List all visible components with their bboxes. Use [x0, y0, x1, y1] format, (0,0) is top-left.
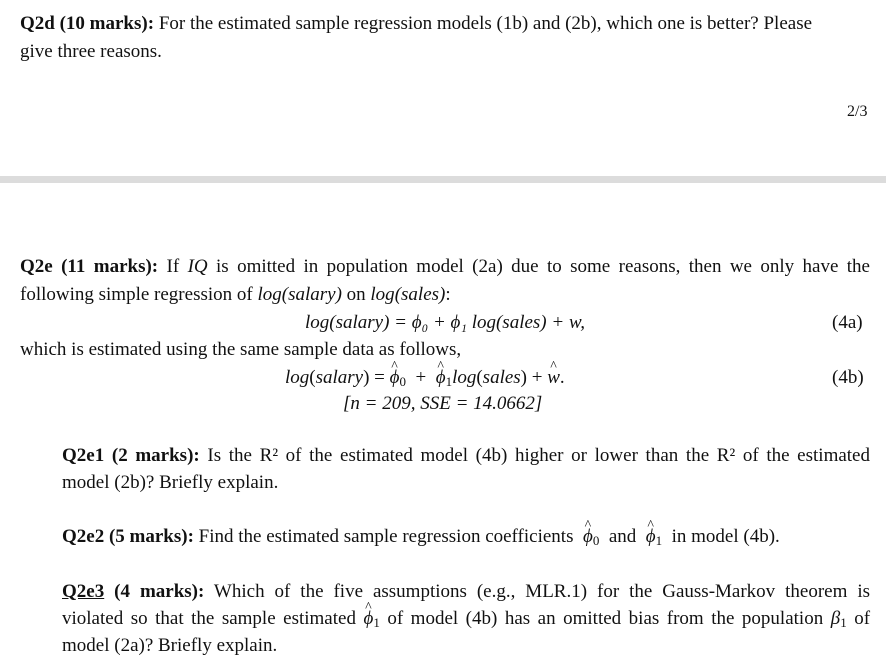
- log-sales-arg: (sales): [394, 284, 446, 305]
- log-salary-log: log: [257, 284, 282, 305]
- page-number: 2/3: [847, 103, 868, 120]
- q2e-line-2: [20, 283, 451, 307]
- q2e3-text-2b: of model (4b) has an omitted bias from the population: [387, 608, 824, 629]
- equation-4a-tag: (4a): [832, 312, 863, 333]
- q2e-colon: :: [445, 284, 451, 305]
- q2e3-line-2: [62, 607, 870, 631]
- q2e-text-b: is omitted in population model (2a) due to some reasons, then we only have the: [207, 256, 870, 277]
- q2e2-line: Q2e2 (5 marks): Find the estimated sample regression coefficients ^ $\phi_0$ and ^ $\phi_1$ in model (4b).: [62, 525, 780, 549]
- q2e2-phi0-hat: ^ ϕ: [583, 525, 593, 549]
- q2d-line-1: [20, 12, 812, 36]
- q2e3-text-2a: violated so that the sample estimated: [62, 608, 356, 629]
- q2e-line-1-justified: [20, 255, 870, 279]
- q2e3-justified: [62, 580, 870, 604]
- q2d-label: Q2d (10 marks):: [20, 13, 155, 34]
- equation-4b-tag: (4b): [832, 367, 864, 388]
- q2e2-tail: in model (4b).: [671, 526, 780, 547]
- equation-4b-stats: [n = 209, SSE = 14.0662]: [343, 393, 543, 414]
- q2e1-label: Q2e1 (2 marks):: [62, 445, 200, 466]
- q2e-label: Q2e (11 marks):: [20, 256, 159, 277]
- equation-4a: [305, 311, 585, 335]
- which-text: which is estimated using the same sample data as follows,: [20, 339, 462, 360]
- equation-4a-text: log(salary) = ϕ₀ + ϕ₁ log(sales) + w,: [305, 312, 585, 333]
- q2e3-marks: (4 marks):: [104, 581, 205, 602]
- q2e1-line-1: [62, 444, 870, 468]
- q2e1-line-2: model (2b)? Briefly explain.: [62, 472, 279, 493]
- q2e3-line-1: [62, 580, 870, 604]
- q2e3-label: Q2e3: [62, 581, 105, 602]
- log-salary-arg: (salary): [281, 284, 342, 305]
- q2d-text-2: give three reasons.: [20, 41, 162, 62]
- q2e2-phi1-hat: ^ ϕ: [646, 525, 656, 549]
- log-sales-log: log: [370, 284, 395, 305]
- q2d-text-1: For the estimated sample regression models (1b) and (2b), which one is better? Please: [154, 13, 813, 34]
- q2e3-phi1-hat: ^ ϕ: [363, 607, 373, 631]
- q2e2-and: and: [608, 526, 637, 547]
- phi0-hat-symbol: ^ ϕ: [390, 366, 400, 390]
- q2e-line-1: [20, 255, 870, 279]
- q2e3-text-2c: of: [854, 608, 871, 629]
- q2e3-line2-justified: violated so that the sample estimated ^ $\phi_1$ of model (4b) has an omitted bias from the population $\beta_1$ of: [62, 607, 870, 631]
- page-divider: [0, 176, 886, 183]
- q2e-text-a: If: [158, 256, 188, 277]
- q2e-line2-text: following simple regression of: [20, 284, 258, 305]
- iq-term: IQ: [187, 256, 208, 277]
- beta1-symbol: β: [830, 608, 841, 629]
- q2e3-text-1: Which of the five assumptions (e.g., MLR.1) for the Gauss-Markov theorem is: [204, 581, 871, 602]
- q2e3-line-3: model (2a)? Briefly explain.: [62, 635, 278, 656]
- q2e-on: on: [341, 284, 371, 305]
- w-hat-symbol: ^ w: [547, 366, 560, 390]
- q2d-line-2: [20, 40, 162, 64]
- q2e2-label: Q2e2 (5 marks):: [62, 526, 194, 547]
- q2e1-text-1: Is the R² of the estimated model (4b) higher or lower than the R² of the estimated: [199, 445, 870, 466]
- equation-4b: log(salary) = ^ $\phi_0$ + ^ $\phi_1\log(sales)$ + ^ w.: [285, 366, 565, 390]
- phi1-hat-symbol: ^ ϕ: [436, 366, 446, 390]
- q2e1-justified: [62, 444, 870, 468]
- q2e2-text: Find the estimated sample regression coefficients: [193, 526, 574, 547]
